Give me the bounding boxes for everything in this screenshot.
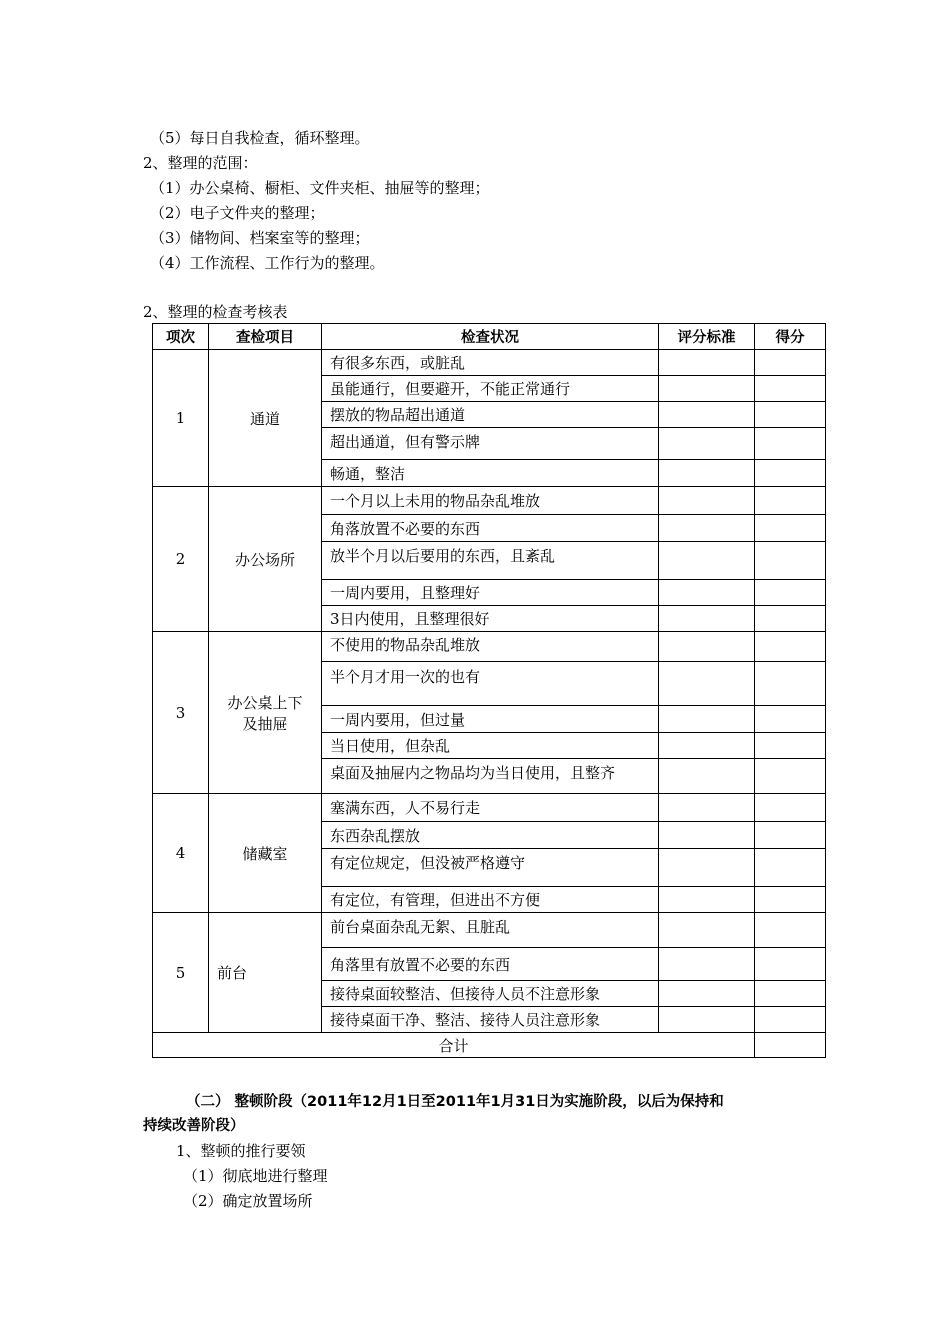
status-cell: 3日内使用，且整理很好 (322, 606, 659, 632)
score-cell (755, 515, 826, 542)
table-row (153, 487, 826, 515)
header-item: 查检项目 (209, 324, 322, 350)
score-cell (755, 849, 826, 887)
total-score-cell (755, 1033, 826, 1058)
row-num: 5 (153, 913, 209, 1033)
criteria-cell (659, 733, 755, 759)
score-cell (755, 542, 826, 580)
score-cell (755, 733, 826, 759)
criteria-cell (659, 948, 755, 981)
check-item: 办公场所 (209, 487, 322, 632)
intro-line-1: （5）每日自我检查，循环整理。 (150, 129, 370, 147)
criteria-cell (659, 487, 755, 515)
score-cell (755, 794, 826, 822)
status-cell: 一周内要用，但过量 (322, 706, 659, 733)
header-num: 项次 (153, 324, 209, 350)
criteria-cell (659, 822, 755, 849)
criteria-cell (659, 376, 755, 402)
intro-line-2: 2、整理的范围： (143, 154, 258, 172)
score-cell (755, 350, 826, 376)
criteria-cell (659, 981, 755, 1007)
section2-heading-line-2: 持续改善阶段） (143, 1118, 245, 1134)
criteria-cell (659, 580, 755, 606)
criteria-cell (659, 913, 755, 948)
score-cell (755, 981, 826, 1007)
score-cell (755, 1007, 826, 1033)
status-cell: 放半个月以后要用的东西，且紊乱 (322, 542, 659, 580)
total-row (153, 1033, 826, 1058)
criteria-cell (659, 515, 755, 542)
score-cell (755, 606, 826, 632)
status-cell: 半个月才用一次的也有 (322, 662, 659, 706)
inspection-table (152, 323, 826, 1058)
criteria-cell (659, 1007, 755, 1033)
status-cell: 当日使用，但杂乱 (322, 733, 659, 759)
intro-line-5: （3）储物间、档案室等的整理； (150, 229, 370, 247)
status-cell: 虽能通行，但要避开，不能正常通行 (322, 376, 659, 402)
score-cell (755, 632, 826, 662)
table-row (153, 632, 826, 662)
row-num: 2 (153, 487, 209, 632)
section2-item-2: （2）确定放置场所 (183, 1192, 313, 1210)
status-cell: 超出通道，但有警示牌 (322, 428, 659, 460)
score-cell (755, 662, 826, 706)
criteria-cell (659, 759, 755, 794)
criteria-cell (659, 350, 755, 376)
criteria-cell (659, 632, 755, 662)
table-row (153, 913, 826, 948)
criteria-cell (659, 887, 755, 913)
row-num: 1 (153, 350, 209, 487)
section2-item-1: （1）彻底地进行整理 (183, 1167, 328, 1185)
status-cell: 东西杂乱摆放 (322, 822, 659, 849)
header-status: 检查状况 (322, 324, 659, 350)
section2-sub-1: 1、整顿的推行要领 (176, 1142, 306, 1160)
check-item (209, 632, 322, 794)
status-cell: 有很多东西，或脏乱 (322, 350, 659, 376)
status-cell: 摆放的物品超出通道 (322, 402, 659, 428)
status-cell: 一个月以上未用的物品杂乱堆放 (322, 487, 659, 515)
score-cell (755, 580, 826, 606)
status-cell: 角落放置不必要的东西 (322, 515, 659, 542)
row-num: 3 (153, 632, 209, 794)
criteria-cell (659, 428, 755, 460)
check-item-line-1: 办公桌上下 (227, 693, 303, 712)
status-cell: 一周内要用，且整理好 (322, 580, 659, 606)
criteria-cell (659, 460, 755, 487)
status-cell: 桌面及抽屉内之物品均为当日使用，且整齐 (322, 759, 659, 794)
table-caption: 2、整理的检查考核表 (143, 303, 288, 321)
score-cell (755, 402, 826, 428)
header-criteria: 评分标准 (659, 324, 755, 350)
status-cell: 不使用的物品杂乱堆放 (322, 632, 659, 662)
criteria-cell (659, 542, 755, 580)
status-cell: 畅通，整洁 (322, 460, 659, 487)
score-cell (755, 887, 826, 913)
table-header-row (153, 324, 826, 350)
table-row (153, 794, 826, 822)
check-item: 通道 (209, 350, 322, 487)
criteria-cell (659, 794, 755, 822)
status-cell: 角落里有放置不必要的东西 (322, 948, 659, 981)
score-cell (755, 706, 826, 733)
section2-heading-line-1: （二） 整顿阶段（2011年12月1日至2011年1月31日为实施阶段，以后为保持和 (186, 1094, 724, 1110)
score-cell (755, 913, 826, 948)
criteria-cell (659, 662, 755, 706)
intro-line-6: （4）工作流程、工作行为的整理。 (150, 254, 385, 272)
intro-line-3: （1）办公桌椅、橱柜、文件夹柜、抽屉等的整理； (150, 179, 490, 197)
score-cell (755, 376, 826, 402)
status-cell: 接待桌面较整洁、但接待人员不注意形象 (322, 981, 659, 1007)
criteria-cell (659, 402, 755, 428)
status-cell: 前台桌面杂乱无絮、且脏乱 (322, 913, 659, 948)
total-label: 合计 (153, 1033, 755, 1058)
score-cell (755, 948, 826, 981)
check-item-line-2: 及抽屉 (242, 714, 288, 733)
status-cell: 有定位规定，但没被严格遵守 (322, 849, 659, 887)
check-item: 储藏室 (209, 794, 322, 913)
criteria-cell (659, 606, 755, 632)
score-cell (755, 759, 826, 794)
score-cell (755, 428, 826, 460)
criteria-cell (659, 706, 755, 733)
status-cell: 接待桌面干净、整洁、接待人员注意形象 (322, 1007, 659, 1033)
intro-line-4: （2）电子文件夹的整理； (150, 204, 325, 222)
score-cell (755, 487, 826, 515)
criteria-cell (659, 849, 755, 887)
check-item: 前台 (209, 913, 322, 1033)
status-cell: 塞满东西，人不易行走 (322, 794, 659, 822)
row-num: 4 (153, 794, 209, 913)
table-row (153, 350, 826, 376)
status-cell: 有定位，有管理，但进出不方便 (322, 887, 659, 913)
score-cell (755, 822, 826, 849)
header-score: 得分 (755, 324, 826, 350)
score-cell (755, 460, 826, 487)
